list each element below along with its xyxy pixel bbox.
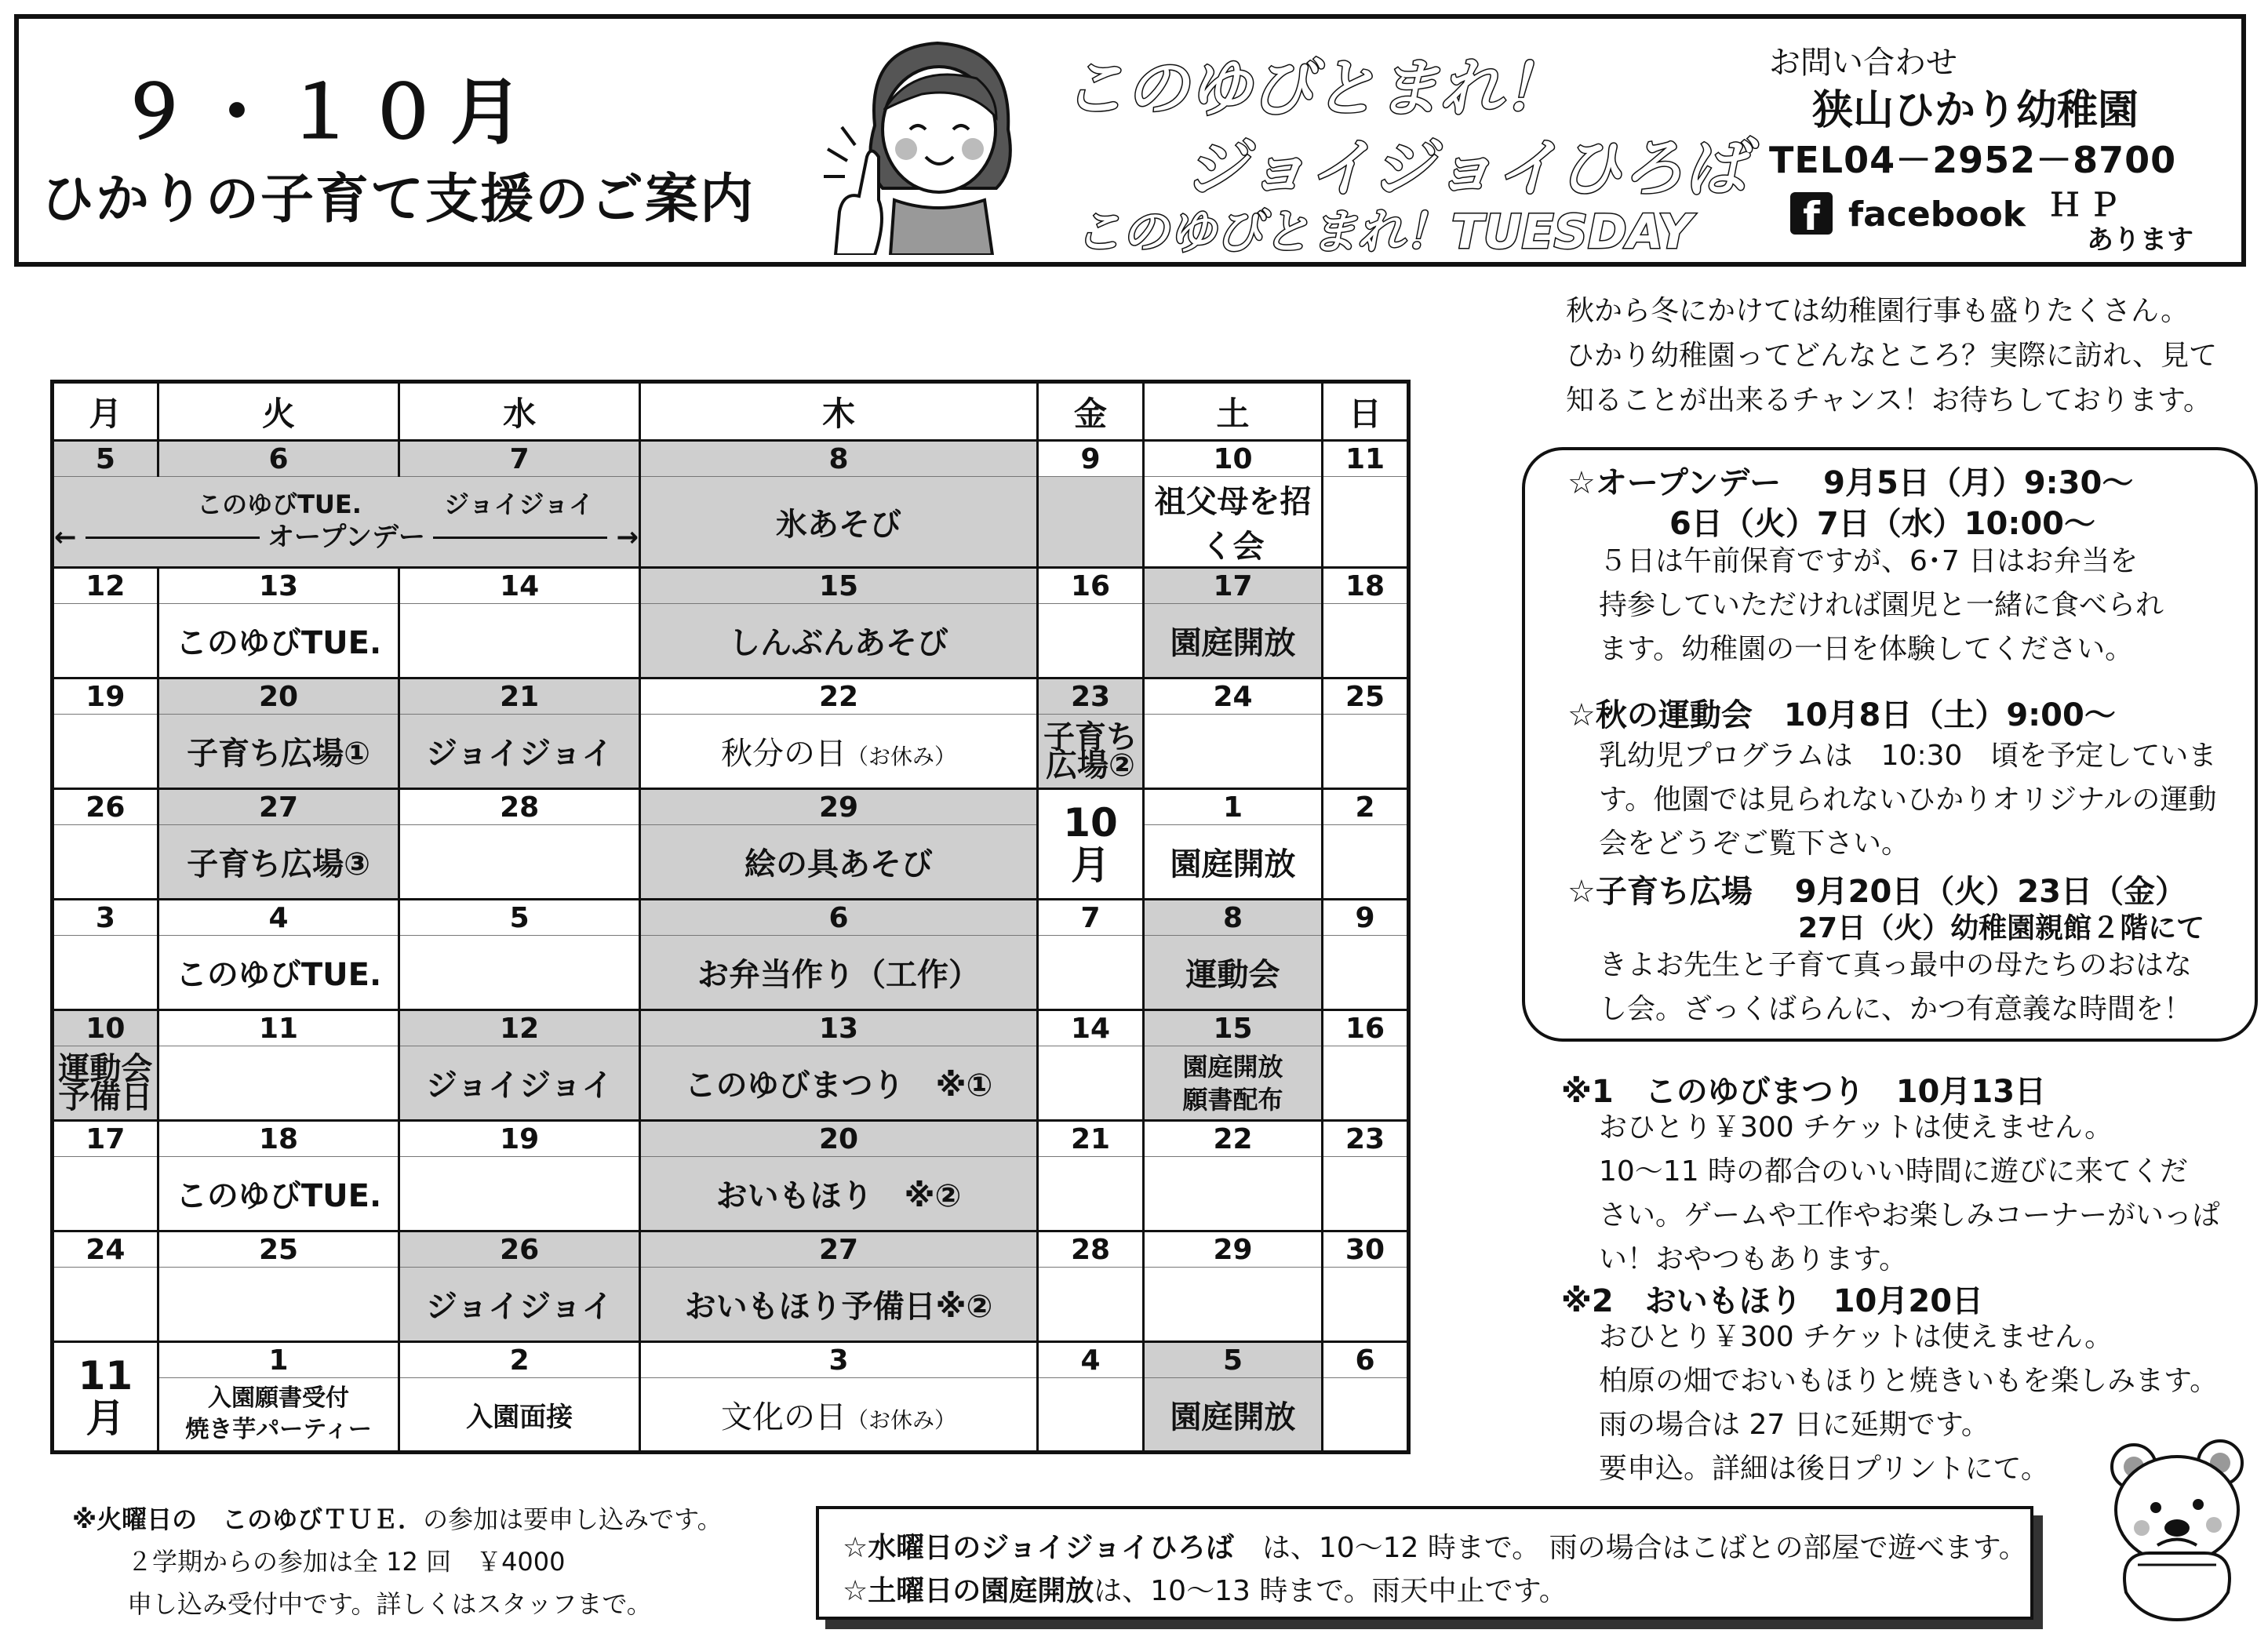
week-row-dates: [53, 678, 1409, 715]
event-cell: 子育ち広場①: [158, 715, 399, 789]
event-cell: [1323, 1268, 1409, 1342]
date-cell: 8: [640, 441, 1038, 477]
open-day-line: 持参していただければ園児と一緒に食べられ: [1599, 589, 2164, 621]
facebook-label: facebook: [1848, 195, 2026, 235]
event-cell: [53, 1268, 158, 1342]
week-row-dates: [53, 1010, 1409, 1046]
tuesday-note-line: ２学期からの参加は全 12 回 ￥4000: [127, 1547, 566, 1577]
event-cell: [1144, 1046, 1323, 1121]
event-text: 園庭開放: [1182, 1051, 1283, 1082]
open-day-subtitle: 6日（火）7日（水）10:00～: [1669, 506, 2095, 542]
event-cell: [1323, 936, 1409, 1010]
event-cell: [158, 1268, 399, 1342]
footnote-line: 雨の場合は 27 日に延期です。: [1599, 1409, 1990, 1441]
teacher-illustration: [820, 31, 1055, 255]
week-row-events: [53, 604, 1409, 678]
event-cell: [53, 1046, 158, 1121]
week-row-dates: [53, 789, 1409, 825]
event-cell: [1144, 1157, 1323, 1231]
open-day-title: ☆オープンデー 9月5日（月）9:30～: [1567, 465, 2134, 501]
contact-label: お問い合わせ: [1769, 45, 1957, 81]
weekday-header: 火: [158, 382, 399, 441]
calendar-table: [50, 380, 1411, 1454]
wednesday-info: [843, 1526, 2027, 1566]
date-cell: 3: [640, 1342, 1038, 1378]
week-row-events: [53, 825, 1409, 900]
week-row-events: [53, 477, 1409, 568]
week-row-dates: [53, 568, 1409, 604]
brand-title-line3: このゆびとまれ！TUESDAY: [1075, 205, 1692, 260]
tuesday-note-line: 申し込み受付中です。詳しくはスタッフまで。: [127, 1589, 652, 1619]
tuesday-note-rest: の参加は要申し込みです。: [423, 1504, 723, 1534]
intro-line: 知ることが出来るチャンス！お待ちしております。: [1566, 384, 2212, 417]
phone-number: TEL04－2952－8700: [1769, 139, 2177, 181]
date-cell: 13: [158, 568, 399, 604]
event-cell: [1323, 477, 1409, 568]
date-cell: 27: [158, 789, 399, 825]
span-line: [86, 537, 260, 539]
date-cell: 6: [640, 900, 1038, 936]
date-cell: 9: [1038, 441, 1144, 477]
week-row-dates: [53, 1231, 1409, 1268]
date-cell: 26: [399, 1231, 640, 1268]
date-cell: 15: [1144, 1010, 1323, 1046]
kosodachi-line: きよお先生と子育て真っ最中の母たちのおはな: [1599, 949, 2193, 981]
event-cell: [1323, 604, 1409, 678]
event-cell: おいもほり ※②: [640, 1157, 1038, 1231]
event-text: 入園願書受付: [208, 1384, 350, 1412]
date-cell: 18: [1323, 568, 1409, 604]
event-text: このゆびTUE.: [197, 489, 362, 519]
event-cell: ジョイジョイ: [399, 715, 640, 789]
week-row-events: [53, 715, 1409, 789]
month-number: 11: [78, 1352, 133, 1399]
intro-line: ひかり幼稚園ってどんなところ？実際に訪れ、見て: [1566, 340, 2218, 372]
date-cell: 6: [158, 441, 399, 477]
weekday-header-row: [53, 382, 1409, 441]
tuesday-note: [72, 1498, 723, 1625]
weekday-header: 金: [1038, 382, 1144, 441]
brand-title-line1: このゆびとまれ！: [1063, 52, 1565, 125]
date-cell: 3: [53, 900, 158, 936]
intro-line: 秋から冬にかけては幼稚園行事も盛りたくさん。: [1566, 295, 2190, 327]
date-cell: 18: [158, 1121, 399, 1157]
event-text: 秋分の日: [720, 736, 846, 772]
date-cell: 11: [1323, 441, 1409, 477]
event-cell: [1323, 1157, 1409, 1231]
week-row-events: [53, 1046, 1409, 1121]
arrow-right-icon: →: [616, 522, 639, 553]
month-label-october: [1038, 789, 1144, 900]
date-cell: 25: [1323, 678, 1409, 715]
month-kanji: 月: [1071, 842, 1110, 888]
date-cell: 27: [640, 1231, 1038, 1268]
date-cell: 5: [53, 441, 158, 477]
month-label-november: [53, 1342, 158, 1453]
date-cell: 29: [640, 789, 1038, 825]
weekday-header: 土: [1144, 382, 1323, 441]
date-cell: 29: [1144, 1231, 1323, 1268]
week-row-dates: [53, 441, 1409, 477]
event-cell: [399, 604, 640, 678]
facebook-icon: f: [1790, 192, 1833, 235]
weekday-header: 水: [399, 382, 640, 441]
date-cell: 23: [1038, 678, 1144, 715]
event-cell: [53, 936, 158, 1010]
event-cell: 園庭開放: [1144, 1378, 1323, 1453]
event-text: 広場②: [1046, 747, 1135, 784]
event-cell: ジョイジョイ: [399, 1268, 640, 1342]
event-cell: 運動会: [1144, 936, 1323, 1010]
weekday-header: 木: [640, 382, 1038, 441]
date-cell: 11: [158, 1010, 399, 1046]
date-cell: 10: [53, 1010, 158, 1046]
event-cell: [53, 715, 158, 789]
event-cell: [399, 936, 640, 1010]
footnote-line: さい。ゲームや工作やお楽しみコーナーがいっぱ: [1599, 1199, 2221, 1231]
week-row-dates: [53, 1121, 1409, 1157]
event-cell: このゆびTUE.: [158, 936, 399, 1010]
homepage-label: ＨＰ: [2049, 187, 2128, 224]
event-cell: [1323, 825, 1409, 900]
sports-day-line: す。他園では見られないひかりオリジナルの運動: [1599, 784, 2217, 816]
week-row-dates: [53, 900, 1409, 936]
event-cell: ジョイジョイ: [399, 1046, 640, 1121]
bear-acorn-illustration: [2102, 1435, 2259, 1624]
event-cell: [1038, 1157, 1144, 1231]
event-cell: このゆびTUE.: [158, 604, 399, 678]
date-cell: 28: [399, 789, 640, 825]
kosodachi-body: [1599, 944, 2192, 1031]
event-cell: このゆびTUE.: [158, 1157, 399, 1231]
date-cell: 16: [1323, 1010, 1409, 1046]
saturday-info-rest: は、10～13 時まで。雨天中止です。: [1094, 1575, 1567, 1607]
event-cell: [1038, 936, 1144, 1010]
homepage-sub-label: あります: [2087, 224, 2193, 256]
date-cell: 26: [53, 789, 158, 825]
saturday-info-bold: ☆土曜日の園庭開放: [843, 1575, 1094, 1607]
wednesday-info-bold: ☆水曜日のジョイジョイひろば: [843, 1532, 1234, 1564]
event-cell: 絵の具あそび: [640, 825, 1038, 900]
week-row-events: [53, 1268, 1409, 1342]
date-cell: 5: [399, 900, 640, 936]
event-cell: [1038, 1378, 1144, 1453]
open-day-line: ５日は午前保育ですが、6･7 日はお弁当を: [1599, 545, 2139, 577]
holiday-note: （お休み）: [846, 744, 956, 769]
event-text: 子育ち: [1043, 718, 1138, 755]
footnote-line: おひとり￥300 チケットは使えません。: [1599, 1111, 2113, 1144]
date-cell: 9: [1323, 900, 1409, 936]
date-cell: 12: [53, 568, 158, 604]
open-day-span-cell: [53, 477, 640, 568]
event-cell: [53, 825, 158, 900]
tuesday-note-bold: ※火曜日の このゆびＴＵＥ．: [72, 1504, 424, 1534]
date-cell: 7: [399, 441, 640, 477]
kosodachi-subtitle: 27日（火）幼稚園親館２階にて: [1798, 912, 2205, 944]
footnote-2-title: ※2 おいもほり 10月20日: [1561, 1283, 1984, 1319]
date-cell: 24: [53, 1231, 158, 1268]
date-cell: 5: [1144, 1342, 1323, 1378]
footnote-line: おひとり￥300 チケットは使えません。: [1599, 1321, 2113, 1353]
intro-text: [1566, 289, 2217, 423]
date-cell: 4: [1038, 1342, 1144, 1378]
holiday-cell: [640, 1378, 1038, 1453]
span-line: [433, 537, 607, 539]
footnote-1-title: ※1 このゆびまつり 10月13日: [1561, 1074, 2047, 1110]
weekday-header: 日: [1323, 382, 1409, 441]
date-cell: 24: [1144, 678, 1323, 715]
holiday-note: （お休み）: [846, 1406, 956, 1433]
event-cell: [1038, 715, 1144, 789]
holiday-cell: [640, 715, 1038, 789]
date-cell: 2: [1323, 789, 1409, 825]
saturday-info: [843, 1569, 1567, 1609]
date-cell: 6: [1323, 1342, 1409, 1378]
event-cell: このゆびまつり ※①: [640, 1046, 1038, 1121]
week-row-events: [53, 936, 1409, 1010]
tuesday-note-line: [72, 1498, 723, 1541]
date-cell: 13: [640, 1010, 1038, 1046]
event-cell: 氷あそび: [640, 477, 1038, 568]
event-cell: 子育ち広場③: [158, 825, 399, 900]
event-text: [54, 489, 159, 520]
date-cell: 19: [53, 678, 158, 715]
sports-day-line: 乳幼児プログラムは 10:30 頃を予定していま: [1599, 740, 2217, 772]
date-cell: 28: [1038, 1231, 1144, 1268]
event-cell: [1038, 1268, 1144, 1342]
date-cell: 4: [158, 900, 399, 936]
page-title-months: ９・１０月: [118, 71, 534, 155]
footnote-1-body: [1599, 1106, 2220, 1282]
date-cell: 1: [1144, 789, 1323, 825]
date-cell: 17: [53, 1121, 158, 1157]
week-row-events: [53, 1378, 1409, 1453]
date-cell: 21: [399, 678, 640, 715]
date-cell: 23: [1323, 1121, 1409, 1157]
event-cell: 園庭開放: [1144, 825, 1323, 900]
week-row-events: [53, 1157, 1409, 1231]
date-cell: 25: [158, 1231, 399, 1268]
event-text: 願書配布: [1182, 1084, 1283, 1115]
sports-day-line: 会をどうぞご覧下さい。: [1599, 828, 1910, 860]
sports-day-body: [1599, 734, 2216, 866]
month-number: 10: [1063, 800, 1118, 846]
event-cell: [158, 1378, 399, 1453]
event-cell: 祖父母を招く会: [1144, 477, 1323, 568]
kosodachi-line: し会。ざっくばらんに、かつ有意義な時間を！: [1599, 993, 2193, 1025]
event-cell: [1323, 1378, 1409, 1453]
date-cell: 14: [399, 568, 640, 604]
date-cell: 19: [399, 1121, 640, 1157]
footnote-line: 柏原の畑でおいもほりと焼きいもを楽しみます。: [1599, 1365, 2219, 1397]
date-cell: 8: [1144, 900, 1323, 936]
brand-title-line2: ジョイジョイひろば: [1185, 132, 1747, 205]
date-cell: 16: [1038, 568, 1144, 604]
date-cell: 20: [640, 1121, 1038, 1157]
event-cell: [1323, 1046, 1409, 1121]
footnote-line: 10～11 時の都合のいい時間に遊びに来てくだ: [1599, 1155, 2189, 1188]
school-name: 狭山ひかり幼稚園: [1812, 87, 2139, 134]
event-cell: [1323, 715, 1409, 789]
footnote-line: 要申込。詳細は後日プリントにて。: [1599, 1453, 2049, 1485]
event-cell: [1038, 477, 1144, 568]
date-cell: 7: [1038, 900, 1144, 936]
date-cell: 14: [1038, 1010, 1144, 1046]
week-row-dates: [53, 1342, 1409, 1378]
date-cell: 17: [1144, 568, 1323, 604]
event-cell: お弁当作り（工作）: [640, 936, 1038, 1010]
arrow-left-icon: ←: [54, 522, 77, 553]
date-cell: 22: [1144, 1121, 1323, 1157]
date-cell: 20: [158, 678, 399, 715]
date-cell: 12: [399, 1010, 640, 1046]
sports-day-title: ☆秋の運動会 10月8日（土）9:00～: [1567, 697, 2116, 733]
date-cell: 15: [640, 568, 1038, 604]
event-cell: [1038, 1046, 1144, 1121]
event-cell: [1144, 1268, 1323, 1342]
event-cell: [53, 604, 158, 678]
event-cell: [399, 825, 640, 900]
event-cell: おいもほり予備日※②: [640, 1268, 1038, 1342]
page-title: ひかりの子育て支援のご案内: [41, 169, 755, 231]
event-text: 予備日: [58, 1079, 153, 1115]
date-cell: 1: [158, 1342, 399, 1378]
event-cell: 入園面接: [399, 1378, 640, 1453]
event-cell: [1144, 715, 1323, 789]
date-cell: 22: [640, 678, 1038, 715]
event-text: 文化の日: [720, 1399, 846, 1435]
open-day-body: [1599, 540, 2164, 671]
event-text: ジョイジョイ: [444, 489, 594, 519]
kosodachi-title: ☆子育ち広場 9月20日（火）23日（金）: [1567, 874, 2186, 910]
open-day-span-label: オープンデー: [268, 522, 425, 553]
event-text: 運動会: [58, 1050, 153, 1087]
event-text: 焼き芋パーティー: [185, 1416, 372, 1443]
event-cell: しんぶんあそび: [640, 604, 1038, 678]
event-cell: [53, 1157, 158, 1231]
wednesday-info-rest: は、10～12 時まで。 雨の場合はこばとの部屋で遊べます。: [1233, 1532, 2027, 1564]
event-cell: 園庭開放: [1144, 604, 1323, 678]
month-kanji: 月: [86, 1395, 126, 1441]
event-cell: [158, 1046, 399, 1121]
weekday-header: 月: [53, 382, 158, 441]
date-cell: 21: [1038, 1121, 1144, 1157]
event-cell: [1038, 604, 1144, 678]
event-cell: [399, 1157, 640, 1231]
date-cell: 10: [1144, 441, 1323, 477]
footnote-line: い！おやつもあります。: [1599, 1243, 1908, 1275]
date-cell: 2: [399, 1342, 640, 1378]
date-cell: 30: [1323, 1231, 1409, 1268]
open-day-line: ます。幼稚園の一日を体験してください。: [1599, 633, 2134, 665]
